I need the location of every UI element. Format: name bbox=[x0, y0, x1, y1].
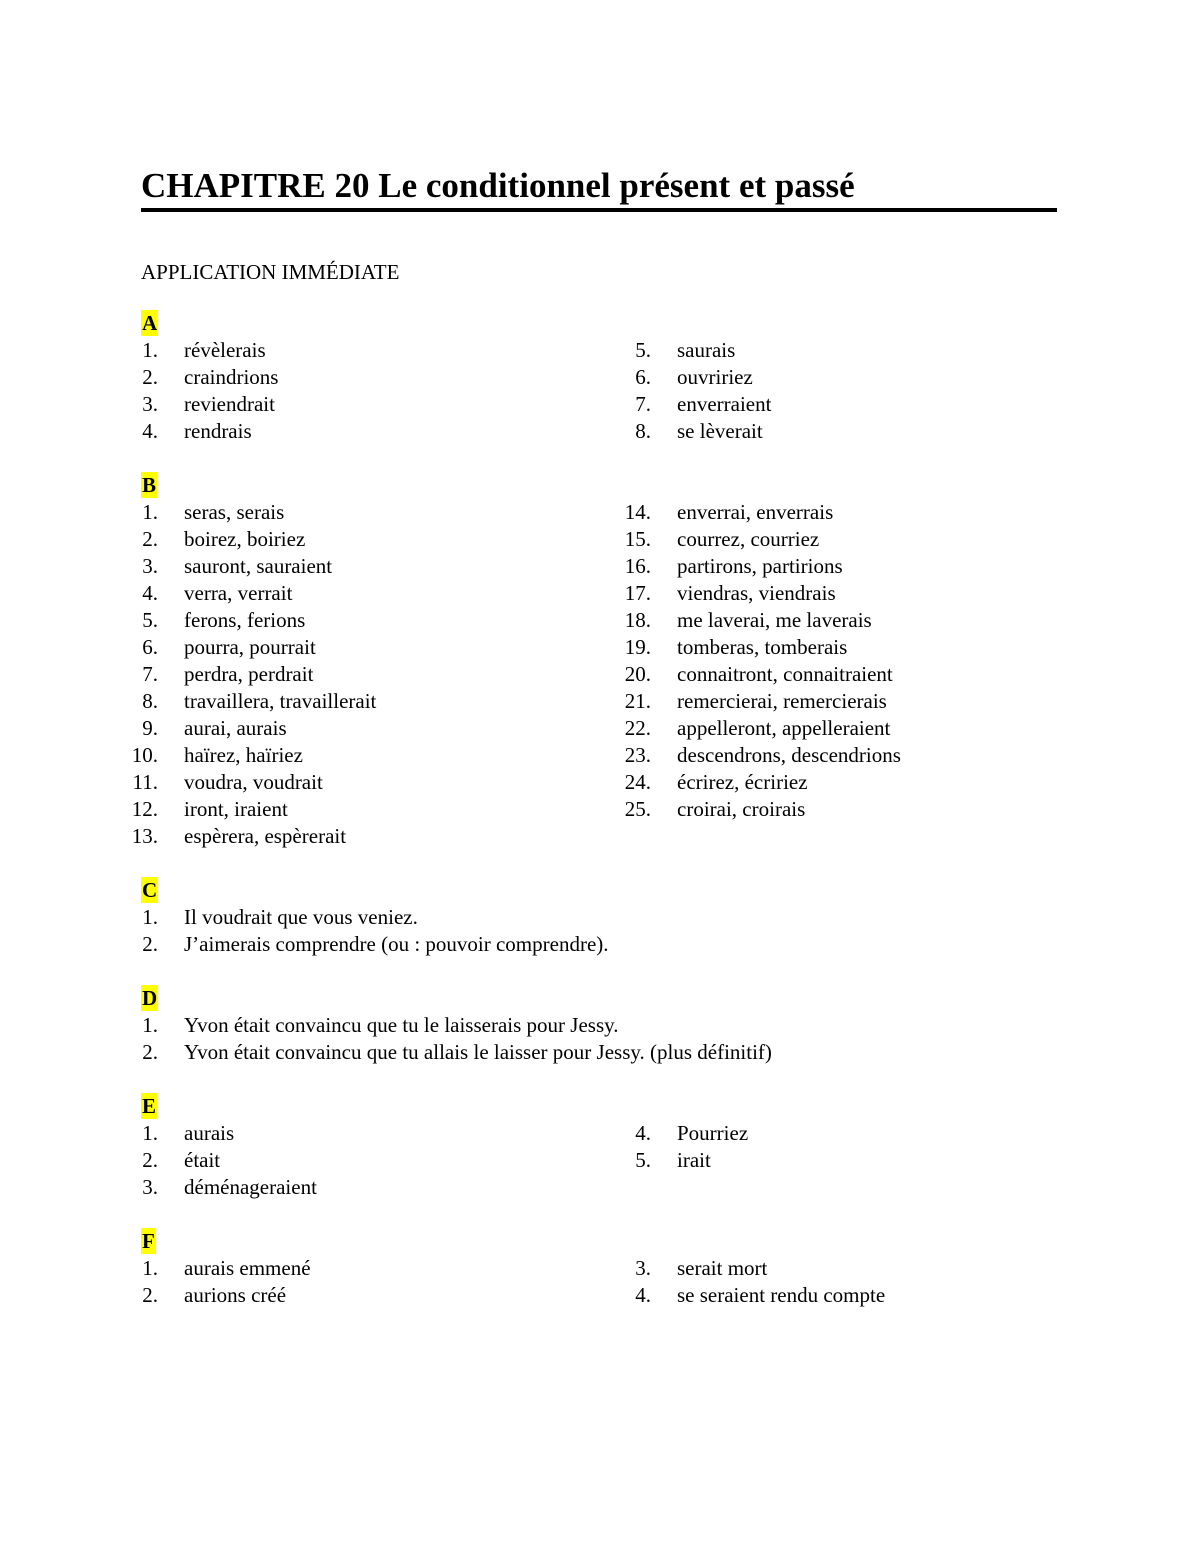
item-answer: rendrais bbox=[184, 419, 252, 443]
answer-item bbox=[100, 769, 600, 796]
answer-item bbox=[100, 391, 600, 418]
answer-item bbox=[100, 634, 600, 661]
answer-item bbox=[100, 364, 600, 391]
item-answer: sauront, sauraient bbox=[184, 554, 333, 578]
section-letter: D bbox=[142, 986, 158, 1010]
answer-item bbox=[593, 796, 1093, 823]
item-answer: boirez, boiriez bbox=[184, 527, 306, 551]
answer-item bbox=[100, 607, 600, 634]
item-answer: révèlerais bbox=[184, 338, 266, 362]
item-answer: pourra, pourrait bbox=[184, 635, 316, 659]
item-number: 5. bbox=[142, 608, 158, 632]
answer-item bbox=[100, 931, 609, 958]
answer-item bbox=[100, 715, 600, 742]
item-answer: Yvon était convaincu que tu allais le laisser pour Jessy. (plus définitif) bbox=[184, 1040, 772, 1064]
answer-item bbox=[100, 1012, 619, 1039]
item-answer: ouvririez bbox=[677, 365, 753, 389]
section-heading: APPLICATION IMMÉDIATE bbox=[141, 260, 400, 284]
answer-item bbox=[100, 1039, 772, 1066]
item-answer: enverrai, enverrais bbox=[677, 500, 834, 524]
item-answer: voudra, voudrait bbox=[184, 770, 323, 794]
item-number: 19. bbox=[624, 635, 651, 659]
item-number: 4. bbox=[142, 419, 158, 443]
item-answer: espèrera, espèrerait bbox=[184, 824, 347, 848]
answer-column-left bbox=[100, 337, 600, 445]
item-number: 4. bbox=[635, 1283, 651, 1307]
item-answer: Pourriez bbox=[677, 1121, 749, 1145]
item-number: 3. bbox=[635, 1256, 651, 1280]
page-title: CHAPITRE 20 Le conditionnel présent et passé bbox=[141, 164, 1057, 212]
item-answer: aurions créé bbox=[184, 1283, 287, 1307]
section-letter: B bbox=[142, 473, 157, 497]
item-number: 8. bbox=[635, 419, 651, 443]
item-number: 2. bbox=[142, 1040, 158, 1064]
answer-item bbox=[593, 634, 1093, 661]
answer-item bbox=[593, 580, 1093, 607]
item-number: 11. bbox=[132, 770, 158, 794]
item-number: 20. bbox=[624, 662, 651, 686]
answer-item bbox=[100, 1282, 600, 1309]
section-letter: C bbox=[142, 878, 158, 902]
item-number: 1. bbox=[142, 1013, 158, 1037]
answer-item bbox=[593, 418, 1093, 445]
answer-item bbox=[100, 1255, 600, 1282]
item-answer: Il voudrait que vous veniez. bbox=[184, 905, 418, 929]
answer-item bbox=[100, 337, 600, 364]
item-number: 5. bbox=[635, 1148, 651, 1172]
item-answer: déménageraient bbox=[184, 1175, 317, 1199]
item-answer: écrirez, écririez bbox=[677, 770, 808, 794]
answer-column-left bbox=[100, 904, 609, 958]
item-number: 3. bbox=[142, 1175, 158, 1199]
item-answer: J’aimerais comprendre (ou : pouvoir comprendre). bbox=[184, 932, 609, 956]
answer-item bbox=[593, 769, 1093, 796]
answer-item bbox=[100, 742, 600, 769]
item-number: 23. bbox=[624, 743, 651, 767]
item-answer: verra, verrait bbox=[184, 581, 293, 605]
item-answer: aurai, aurais bbox=[184, 716, 287, 740]
item-answer: descendrons, descendrions bbox=[677, 743, 901, 767]
item-number: 17. bbox=[624, 581, 651, 605]
answer-item bbox=[593, 1282, 1093, 1309]
item-number: 9. bbox=[142, 716, 158, 740]
answer-item bbox=[100, 418, 600, 445]
answer-item bbox=[100, 499, 600, 526]
item-answer: croirai, croirais bbox=[677, 797, 806, 821]
item-number: 21. bbox=[624, 689, 651, 713]
item-answer: me laverai, me laverais bbox=[677, 608, 872, 632]
answer-item bbox=[593, 688, 1093, 715]
item-answer: craindrions bbox=[184, 365, 279, 389]
answer-item bbox=[593, 1120, 1093, 1147]
answer-item bbox=[593, 391, 1093, 418]
item-answer: enverraient bbox=[677, 392, 772, 416]
item-number: 8. bbox=[142, 689, 158, 713]
item-answer: aurais emmené bbox=[184, 1256, 311, 1280]
item-number: 16. bbox=[624, 554, 651, 578]
item-number: 2. bbox=[142, 1283, 158, 1307]
answer-item bbox=[593, 364, 1093, 391]
answer-item bbox=[100, 580, 600, 607]
item-number: 6. bbox=[635, 365, 651, 389]
answer-item bbox=[100, 526, 600, 553]
answer-column-right bbox=[593, 337, 1093, 445]
item-answer: viendras, viendrais bbox=[677, 581, 836, 605]
answer-column-right bbox=[593, 1255, 1093, 1309]
answer-item bbox=[593, 553, 1093, 580]
item-answer: courrez, courriez bbox=[677, 527, 820, 551]
answer-item bbox=[593, 526, 1093, 553]
item-number: 2. bbox=[142, 932, 158, 956]
answer-item bbox=[593, 1255, 1093, 1282]
answer-item bbox=[100, 823, 600, 850]
item-answer: travaillera, travaillerait bbox=[184, 689, 377, 713]
answer-item bbox=[593, 337, 1093, 364]
answer-item bbox=[593, 715, 1093, 742]
item-answer: iront, iraient bbox=[184, 797, 288, 821]
answer-item bbox=[593, 661, 1093, 688]
section-letter: E bbox=[142, 1094, 157, 1118]
item-answer: partirons, partirions bbox=[677, 554, 843, 578]
answer-column-right bbox=[593, 1120, 1093, 1174]
item-answer: Yvon était convaincu que tu le laisserais pour Jessy. bbox=[184, 1013, 619, 1037]
item-answer: était bbox=[184, 1148, 221, 1172]
item-number: 10. bbox=[131, 743, 158, 767]
answer-item bbox=[593, 1147, 1093, 1174]
answer-item bbox=[100, 796, 600, 823]
answer-item bbox=[100, 553, 600, 580]
item-answer: remercierai, remercierais bbox=[677, 689, 887, 713]
answer-column-left bbox=[100, 499, 600, 850]
item-number: 2. bbox=[142, 527, 158, 551]
answer-column-left bbox=[100, 1120, 600, 1201]
item-number: 13. bbox=[131, 824, 158, 848]
item-number: 1. bbox=[142, 1121, 158, 1145]
item-answer: tomberas, tomberais bbox=[677, 635, 848, 659]
item-number: 14. bbox=[624, 500, 651, 524]
item-answer: seras, serais bbox=[184, 500, 285, 524]
item-number: 6. bbox=[142, 635, 158, 659]
answer-item bbox=[593, 742, 1093, 769]
item-number: 7. bbox=[635, 392, 651, 416]
answer-item bbox=[100, 1174, 600, 1201]
answer-item bbox=[100, 1147, 600, 1174]
section-letter: F bbox=[142, 1229, 155, 1253]
item-number: 4. bbox=[142, 581, 158, 605]
item-answer: ferons, ferions bbox=[184, 608, 306, 632]
item-answer: se lèverait bbox=[677, 419, 763, 443]
item-number: 24. bbox=[624, 770, 651, 794]
item-answer: irait bbox=[677, 1148, 711, 1172]
item-number: 2. bbox=[142, 1148, 158, 1172]
item-number: 1. bbox=[142, 500, 158, 524]
item-number: 3. bbox=[142, 554, 158, 578]
item-answer: reviendrait bbox=[184, 392, 275, 416]
answer-item bbox=[593, 607, 1093, 634]
section-letter: A bbox=[142, 311, 158, 335]
item-answer: connaitront, connaitraient bbox=[677, 662, 893, 686]
answer-column-left bbox=[100, 1012, 772, 1066]
answer-item bbox=[593, 499, 1093, 526]
item-number: 2. bbox=[142, 365, 158, 389]
item-number: 12. bbox=[131, 797, 158, 821]
item-number: 1. bbox=[142, 1256, 158, 1280]
item-number: 7. bbox=[142, 662, 158, 686]
item-number: 25. bbox=[624, 797, 651, 821]
item-answer: haïrez, haïriez bbox=[184, 743, 303, 767]
item-answer: perdra, perdrait bbox=[184, 662, 314, 686]
item-number: 5. bbox=[635, 338, 651, 362]
item-number: 18. bbox=[624, 608, 651, 632]
item-answer: aurais bbox=[184, 1121, 235, 1145]
item-number: 22. bbox=[624, 716, 651, 740]
item-answer: se seraient rendu compte bbox=[677, 1283, 886, 1307]
answer-item bbox=[100, 1120, 600, 1147]
item-number: 3. bbox=[142, 392, 158, 416]
item-number: 15. bbox=[624, 527, 651, 551]
answer-item bbox=[100, 688, 600, 715]
item-number: 4. bbox=[635, 1121, 651, 1145]
answer-column-right bbox=[593, 499, 1093, 823]
item-answer: saurais bbox=[677, 338, 736, 362]
item-answer: serait mort bbox=[677, 1256, 768, 1280]
answer-item bbox=[100, 904, 600, 931]
item-number: 1. bbox=[142, 905, 158, 929]
item-answer: appelleront, appelleraient bbox=[677, 716, 891, 740]
item-number: 1. bbox=[142, 338, 158, 362]
answer-item bbox=[100, 661, 600, 688]
answer-column-left bbox=[100, 1255, 600, 1309]
